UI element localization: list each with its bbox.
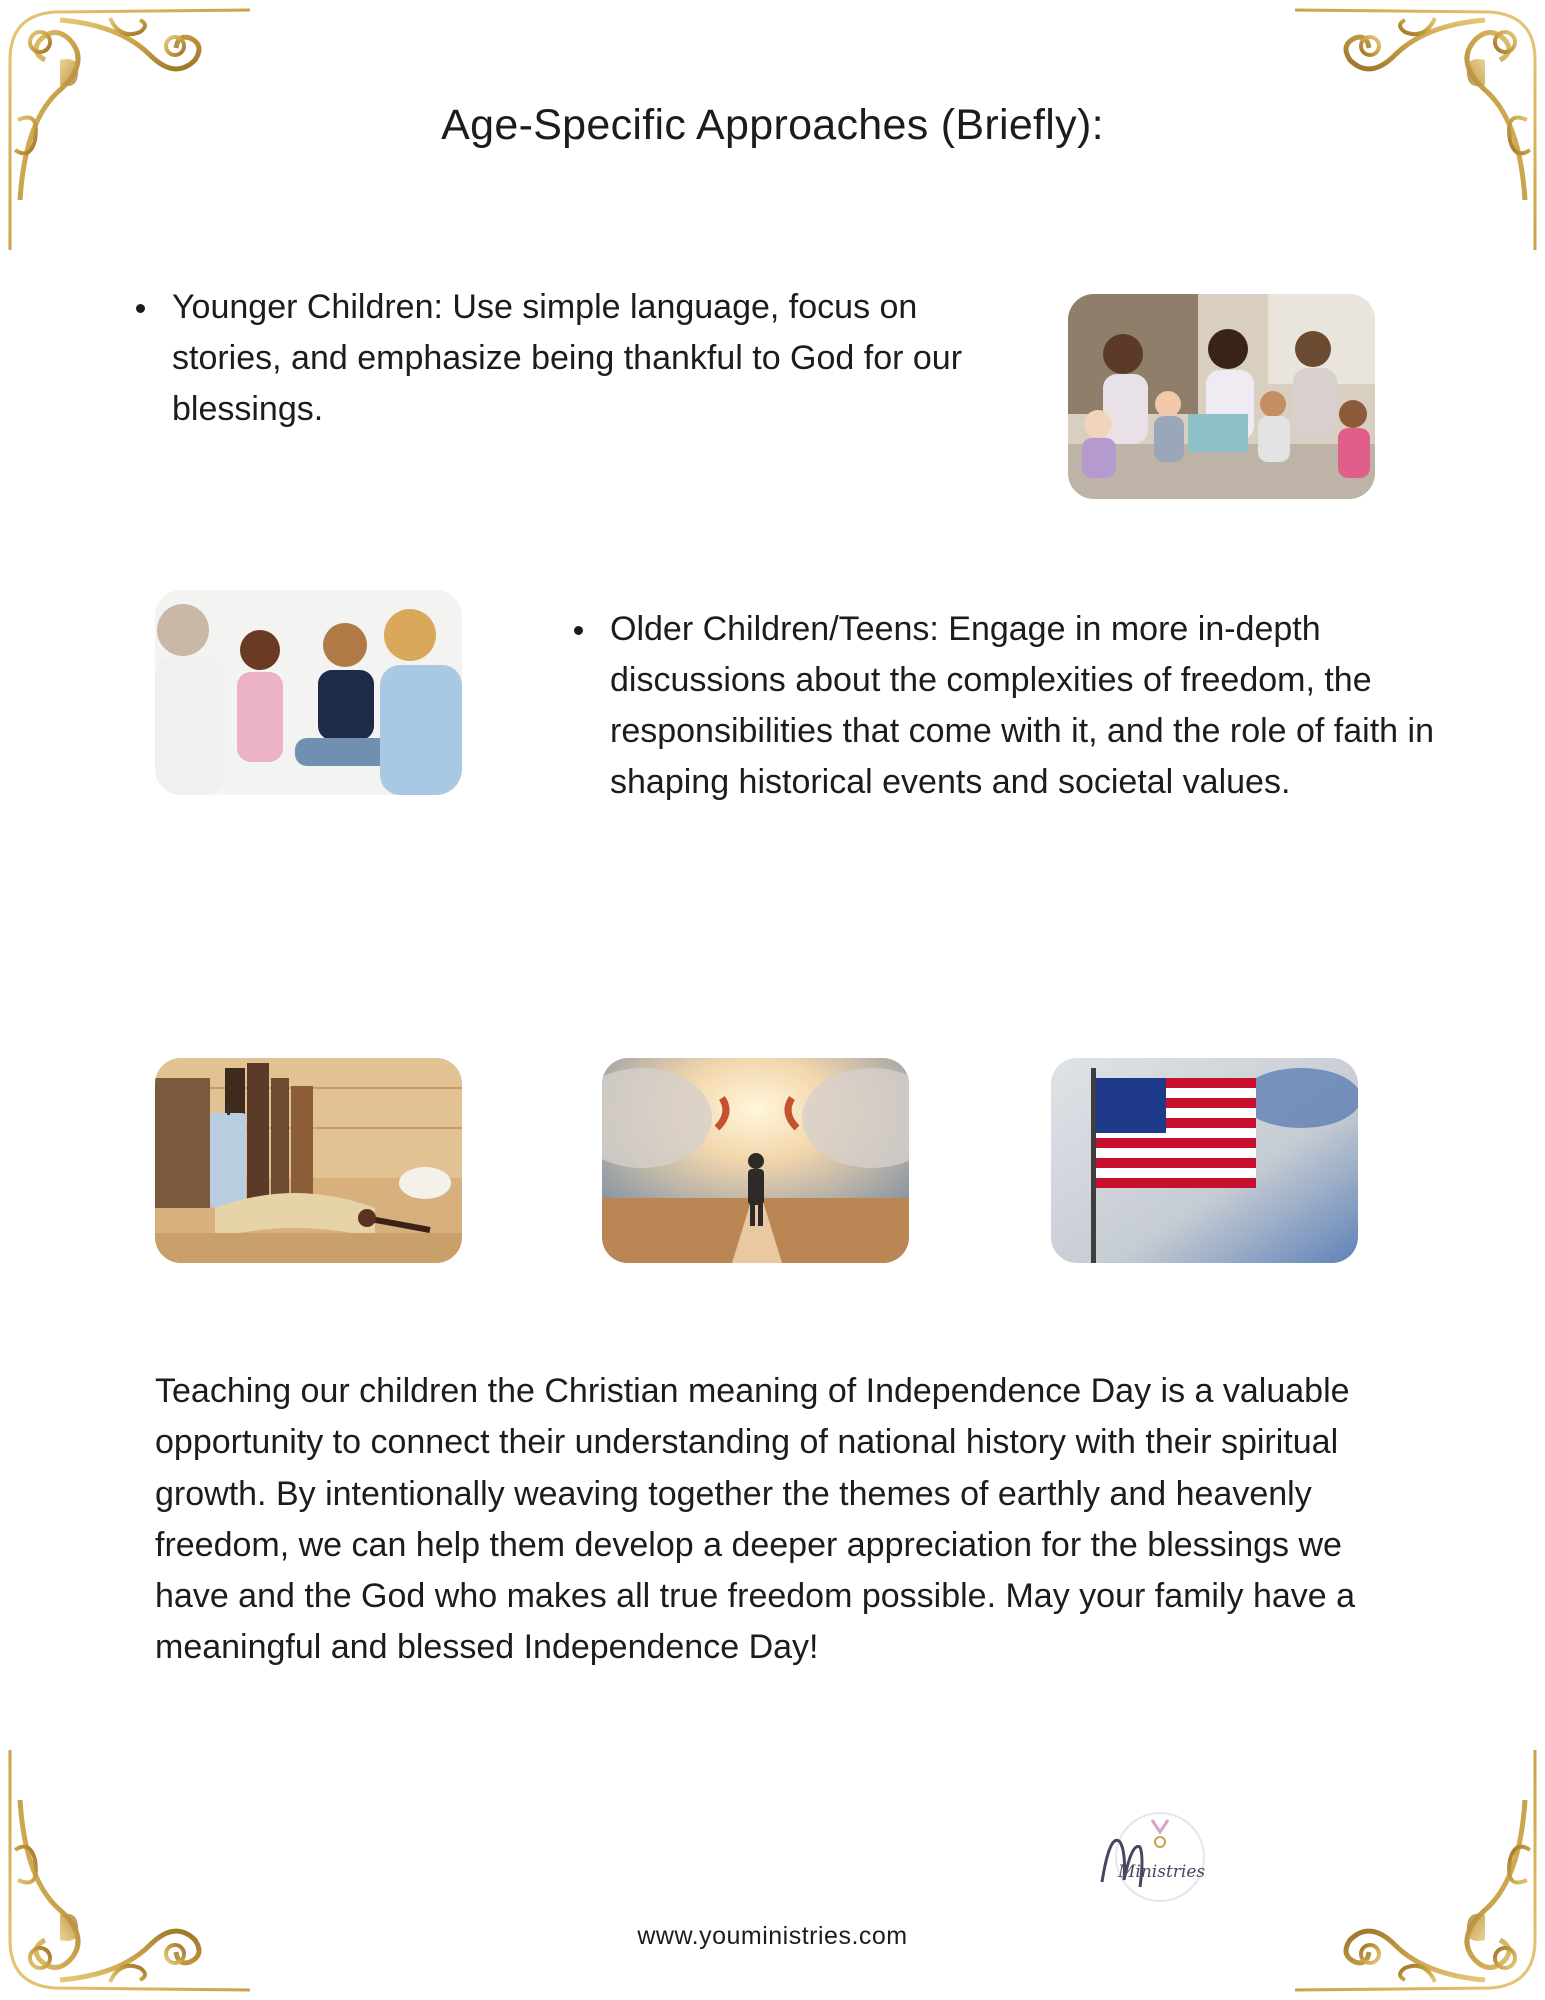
page-title: Age-Specific Approaches (Briefly): [441, 100, 1104, 149]
bullet-older-children-teens: Older Children/Teens: Engage in more in-depth discussions about the complexities of freedom, the responsibilities that come with it, and the role of faith in shaping historical events and societal values. [574, 604, 1434, 808]
old-books-candle-photo [155, 1058, 462, 1263]
american-flag-photo [1051, 1058, 1358, 1263]
woman-reading-to-children-photo [1068, 294, 1375, 499]
gold-flourish-icon [1285, 1740, 1545, 2000]
bullet-list-older [574, 604, 1434, 808]
logo-text: Ministries [1118, 1862, 1206, 1882]
ministries-logo [1080, 1802, 1210, 1912]
bullet-younger-children: Younger Children: Use simple language, focus on stories, and emphasize being thankful to God for our blessings. [136, 282, 976, 435]
teens-family-discussion-photo [155, 590, 462, 795]
ornament-corner-bottom-left [0, 1740, 260, 2000]
logo-icon [1080, 1802, 1210, 1912]
man-walking-toward-light-photo [602, 1058, 909, 1263]
gold-flourish-icon [0, 1740, 260, 2000]
bullet-list-younger [136, 282, 976, 435]
ornament-corner-bottom-right [1285, 1740, 1545, 2000]
closing-paragraph: Teaching our children the Christian meaning of Independence Day is a valuable opportunity to connect their understanding of national history with their spiritual growth. By intentionally weaving together the themes of earthly and heavenly freedom, we can help them develop a deeper appreciation for the blessings we have and the God who makes all true freedom possible. May your family have a meaningful and blessed Independence Day! [155, 1372, 1356, 1667]
footer-website-link[interactable]: www.youministries.com [637, 1922, 908, 1950]
